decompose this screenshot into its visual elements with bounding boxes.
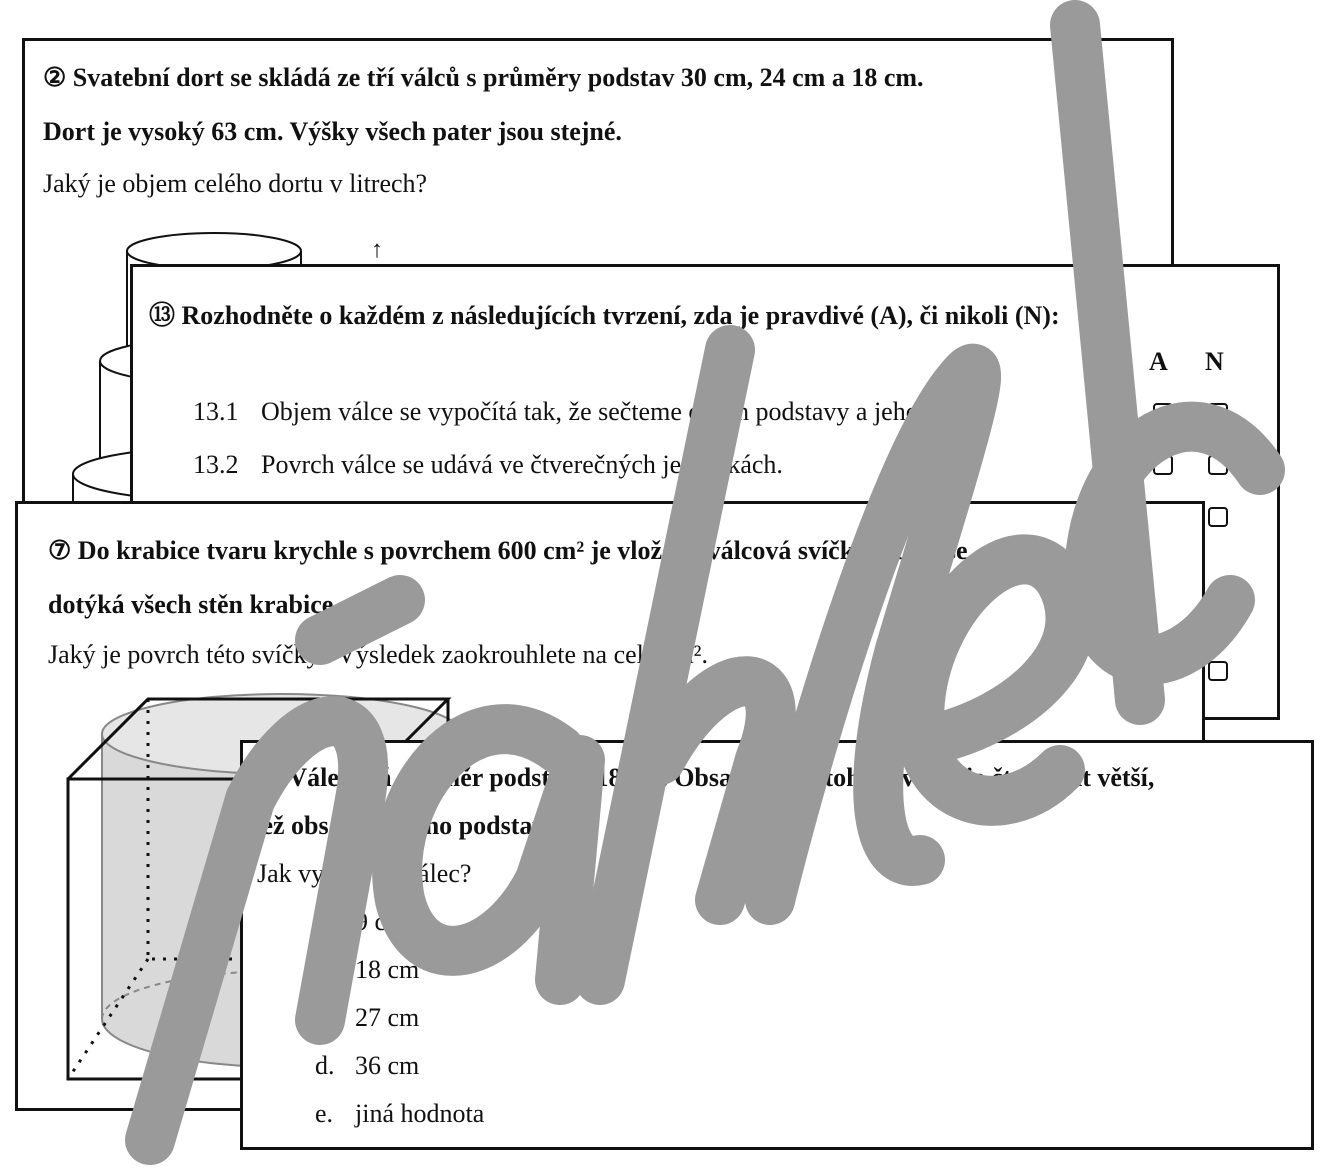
q13-heading: ⑬ Rozhodněte o každém z následujících tvrzení, zda je pravdivé (A), či nikoli (N): xyxy=(149,301,1060,330)
q4-option-b-letter: b. xyxy=(315,955,335,984)
q4-option-b-text[interactable]: 18 cm xyxy=(355,955,420,984)
q13-col-n: N xyxy=(1205,347,1224,376)
q4-option-d-text[interactable]: 36 cm xyxy=(355,1051,420,1080)
q13-col-a: A xyxy=(1149,347,1168,376)
q4-option-d-letter: d. xyxy=(315,1051,335,1080)
q4-heading-line2: než obsah jednoho podstavy. xyxy=(247,811,564,840)
q13-item-1-checkbox-a[interactable] xyxy=(1153,403,1173,423)
q13-item-3-checkbox-n[interactable] xyxy=(1208,507,1228,527)
q4-option-e-letter: e. xyxy=(315,1099,334,1128)
q7-heading-line2: dotýká všech stěn krabice. xyxy=(48,590,340,619)
q13-item-2-num: 13.2 xyxy=(193,450,239,479)
q2-height-arrow: ↑ xyxy=(371,237,383,263)
q2-question: Jaký je objem celého dortu v litrech? xyxy=(43,169,428,198)
q13-item-1-text: Objem válce se vypočítá tak, že sečteme obsah podstavy a jeho výšku. xyxy=(261,397,994,426)
q4-option-a-text[interactable]: 9 cm xyxy=(355,907,407,936)
q7-question: Jaký je povrch této svíčky? Výsledek zaokrouhlete na celé cm². xyxy=(48,640,708,669)
q13-item-2-text: Povrch válce se udává ve čtverečných jednotkách. xyxy=(261,450,783,479)
q4-heading-line1: ④ Válec má průměr podstavy 18 cm. Obsah pláště tohoto válce je čtyřikrát větší, xyxy=(259,763,1155,792)
card-question-4 xyxy=(240,740,1314,1150)
q13-item-1-num: 13.1 xyxy=(193,397,239,426)
q2-heading-line2: Dort je vysoký 63 cm. Výšky všech pater jsou stejné. xyxy=(43,117,622,146)
q13-item-5-checkbox-n[interactable] xyxy=(1208,661,1228,681)
q13-item-2-checkbox-n[interactable] xyxy=(1208,455,1228,475)
q4-option-c-letter: c. xyxy=(315,1003,334,1032)
q13-item-2-checkbox-a[interactable] xyxy=(1153,455,1173,475)
q4-option-a-letter: a. xyxy=(315,907,334,936)
q4-option-e-text[interactable]: jiná hodnota xyxy=(355,1099,485,1128)
q7-heading-line1: ⑦ Do krabice tvaru krychle s povrchem 600 cm² je vložena válcová svíčka, která se xyxy=(48,536,968,565)
q13-item-4-checkbox-n[interactable] xyxy=(1208,609,1228,629)
q13-item-1-checkbox-n[interactable] xyxy=(1208,403,1228,423)
q4-question: Jak vysoký je válec? xyxy=(257,859,472,888)
q4-option-c-text[interactable]: 27 cm xyxy=(355,1003,420,1032)
q2-heading-line1: ② Svatební dort se skládá ze tří válců s průměry podstav 30 cm, 24 cm a 18 cm. xyxy=(43,63,924,92)
